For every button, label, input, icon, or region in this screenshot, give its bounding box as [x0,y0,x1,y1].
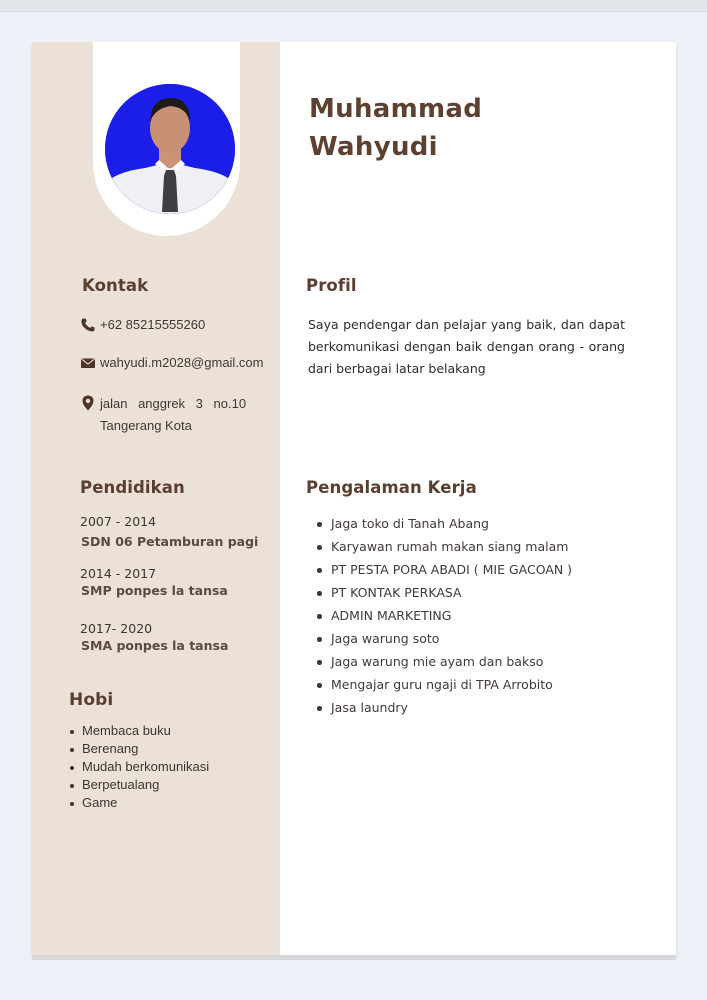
name-first: Muhammad [309,94,483,124]
page-shadow [32,955,676,960]
email-address: wahyudi.m2028@gmail.com [100,355,264,370]
resume-page [32,42,676,955]
experience-item: Karyawan rumah makan siang malam [315,535,572,558]
profile-photo-icon [105,84,235,214]
experience-heading: Pengalaman Kerja [306,478,477,497]
full-name [309,90,482,166]
experience-item: Jaga warung soto [315,627,572,650]
address-line-1: jalan anggrek 3 no.10 [100,396,247,411]
hobby-item: Berenang [68,740,209,758]
hobby-item: Membaca buku [68,722,209,740]
viewer-top-bar [0,0,707,12]
hobbies-heading: Hobi [69,690,114,710]
envelope-icon [80,355,96,371]
education-school-3: SMA ponpes la tansa [81,638,229,653]
address-text [100,393,246,437]
experience-item: Mengajar guru ngaji di TPA Arrobito [315,673,572,696]
experience-item: PT PESTA PORA ABADI ( MIE GACOAN ) [315,558,572,581]
hobby-item: Game [68,794,209,812]
profile-text: Saya pendengar dan pelajar yang baik, dan dapat berkomunikasi dengan baik dengan orang - orang dari berbagai latar belakang [308,317,625,376]
map-pin-icon [80,395,96,411]
experience-item: Jaga warung mie ayam dan bakso [315,650,572,673]
experience-item: ADMIN MARKETING [315,604,572,627]
contact-address [80,393,246,437]
education-years-1: 2007 - 2014 [80,514,157,529]
address-line-2: Tangerang Kota [100,418,192,433]
profile-heading: Profil [306,276,357,295]
hobby-item: Berpetualang [68,776,209,794]
name-last: Wahyudi [309,132,438,162]
experience-item: Jaga toko di Tanah Abang [315,512,572,535]
experience-item: Jasa laundry [315,696,572,719]
phone-number: +62 85215555260 [100,317,206,332]
sidebar [32,42,280,955]
hobbies-list [68,722,209,812]
experience-item: PT KONTAK PERKASA [315,581,572,604]
education-years-2: 2014 - 2017 [80,566,157,581]
education-school-1: SDN 06 Petamburan pagi [81,534,259,549]
education-school-2: SMP ponpes la tansa [81,583,228,598]
contact-phone [80,317,205,333]
contact-heading: Kontak [82,276,149,295]
experience-list [315,512,572,719]
education-years-3: 2017- 2020 [80,621,153,636]
phone-icon [80,317,96,333]
hobby-item: Mudah berkomunikasi [68,758,209,776]
education-heading: Pendidikan [80,478,185,497]
profile-photo [105,84,235,214]
contact-email [80,355,264,371]
